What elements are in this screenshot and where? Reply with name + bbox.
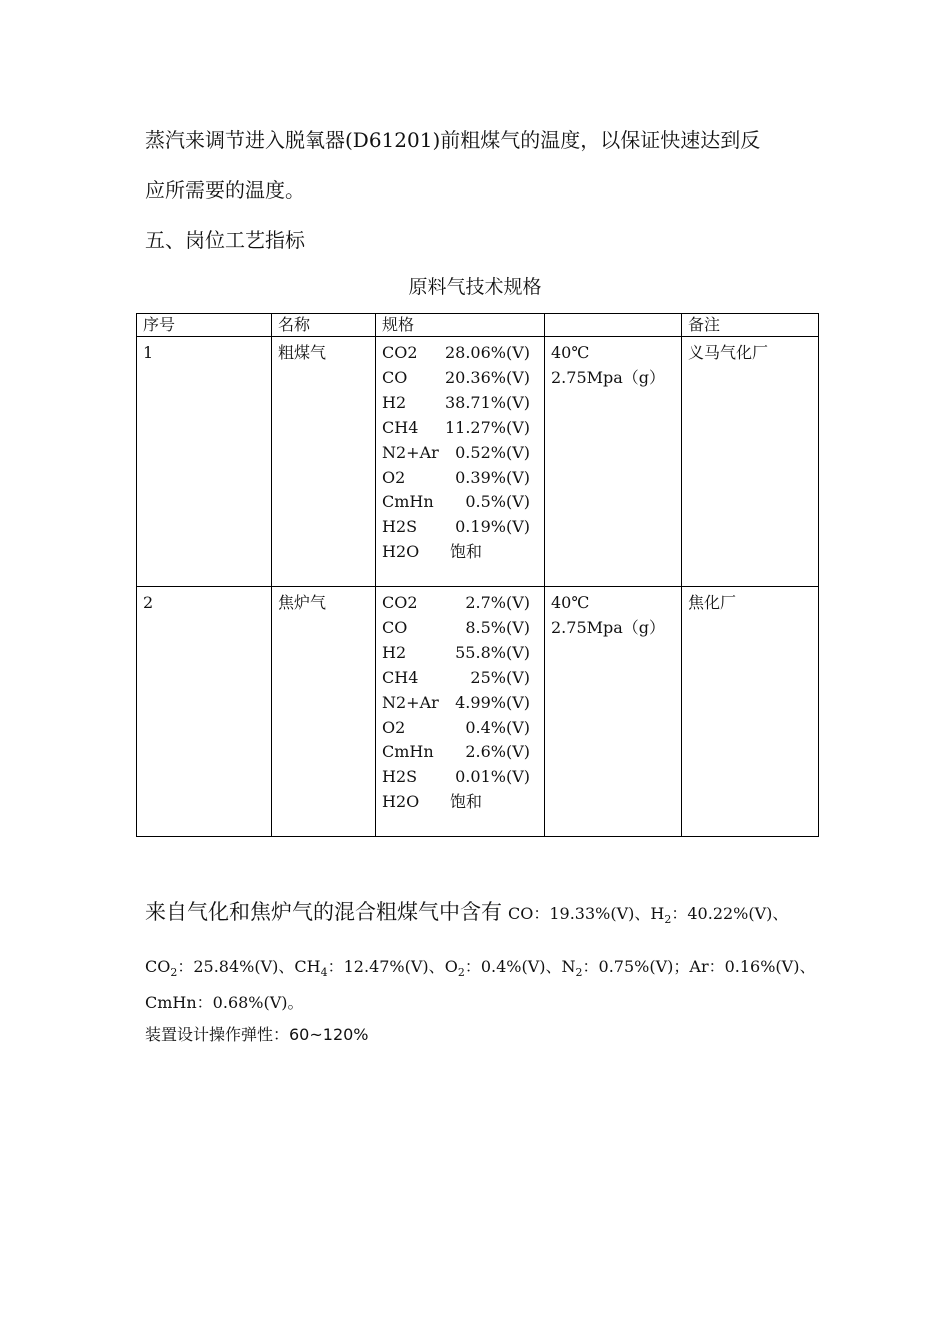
composition-item: O2 0.4%(V) <box>382 717 530 737</box>
mixed-gas-line-1 <box>145 896 788 926</box>
row-composition <box>376 587 545 837</box>
composition-item: O2 0.39%(V) <box>382 467 530 487</box>
table-row <box>137 337 819 587</box>
composition-item: CO2 28.06%(V) <box>382 343 530 362</box>
row-temperature: 40℃ <box>551 343 590 362</box>
table-header-row <box>137 314 819 337</box>
mixed-gas-line-2: $CO_2$：25.84%(V)、$CH_4$：12.47%(V)、$O_2$：0.4%(V)、$N_2$：0.75%(V)；Ar：0.16%(V)、 <box>145 957 816 980</box>
header-blank <box>545 314 682 337</box>
header-name: 名称 <box>272 314 376 337</box>
section-heading: 五、岗位工艺指标 <box>145 228 305 252</box>
composition-item: H2S 0.01%(V) <box>382 767 530 787</box>
table-caption: 原料气技术规格 <box>408 276 542 298</box>
header-remark: 备注 <box>682 314 819 337</box>
row-conditions <box>545 587 682 837</box>
row-name: 粗煤气 <box>272 337 376 587</box>
composition-item: CO 20.36%(V) <box>382 367 530 387</box>
row-pressure: 2.75Mpa（g） <box>551 367 666 387</box>
row-no: 2 <box>137 587 272 837</box>
composition-item: CmHn 0.5%(V) <box>382 492 530 512</box>
mixed-gas-line-3: CmHn：0.68%(V)。 <box>145 993 304 1012</box>
composition-item: CH4 25%(V) <box>382 667 530 687</box>
feed-gas-spec-table <box>136 313 819 837</box>
intro-line-2: 应所需要的温度。 <box>145 178 305 202</box>
row-remark: 义马气化厂 <box>682 337 819 587</box>
header-spec: 规格 <box>376 314 545 337</box>
row-remark: 焦化厂 <box>682 587 819 837</box>
row-temperature: 40℃ <box>551 593 590 612</box>
composition-item: H2 55.8%(V) <box>382 642 530 662</box>
composition-item: N2+Ar 0.52%(V) <box>382 442 530 462</box>
composition-item: CO2 2.7%(V) <box>382 593 530 612</box>
composition-item: CH4 11.27%(V) <box>382 417 530 437</box>
mixed-gas-lead: 来自气化和焦炉气的混合粗煤气中含有 <box>145 900 502 924</box>
operating-flexibility: 装置设计操作弹性：60~120% <box>145 1025 369 1044</box>
composition-item: H2O 饱和 <box>382 542 483 562</box>
row-pressure: 2.75Mpa（g） <box>551 617 666 637</box>
composition-item: H2 38.71%(V) <box>382 392 530 412</box>
composition-item: CmHn 2.6%(V) <box>382 742 530 762</box>
composition-item: CO 8.5%(V) <box>382 617 530 637</box>
intro-line-1: 蒸汽来调节进入脱氧器(D61201)前粗煤气的温度，以保证快速达到反 <box>145 128 761 152</box>
row-composition <box>376 337 545 587</box>
row-name: 焦炉气 <box>272 587 376 837</box>
composition-item: N2+Ar 4.99%(V) <box>382 692 530 712</box>
header-no: 序号 <box>137 314 272 337</box>
table-row <box>137 587 819 837</box>
row-no: 1 <box>137 337 272 587</box>
composition-item: H2O 饱和 <box>382 792 483 812</box>
composition-item: H2S 0.19%(V) <box>382 517 530 537</box>
row-conditions <box>545 337 682 587</box>
mixed-gas-values-1: CO：19.33%(V)、$H_2$：40.22%(V)、 <box>508 904 789 927</box>
